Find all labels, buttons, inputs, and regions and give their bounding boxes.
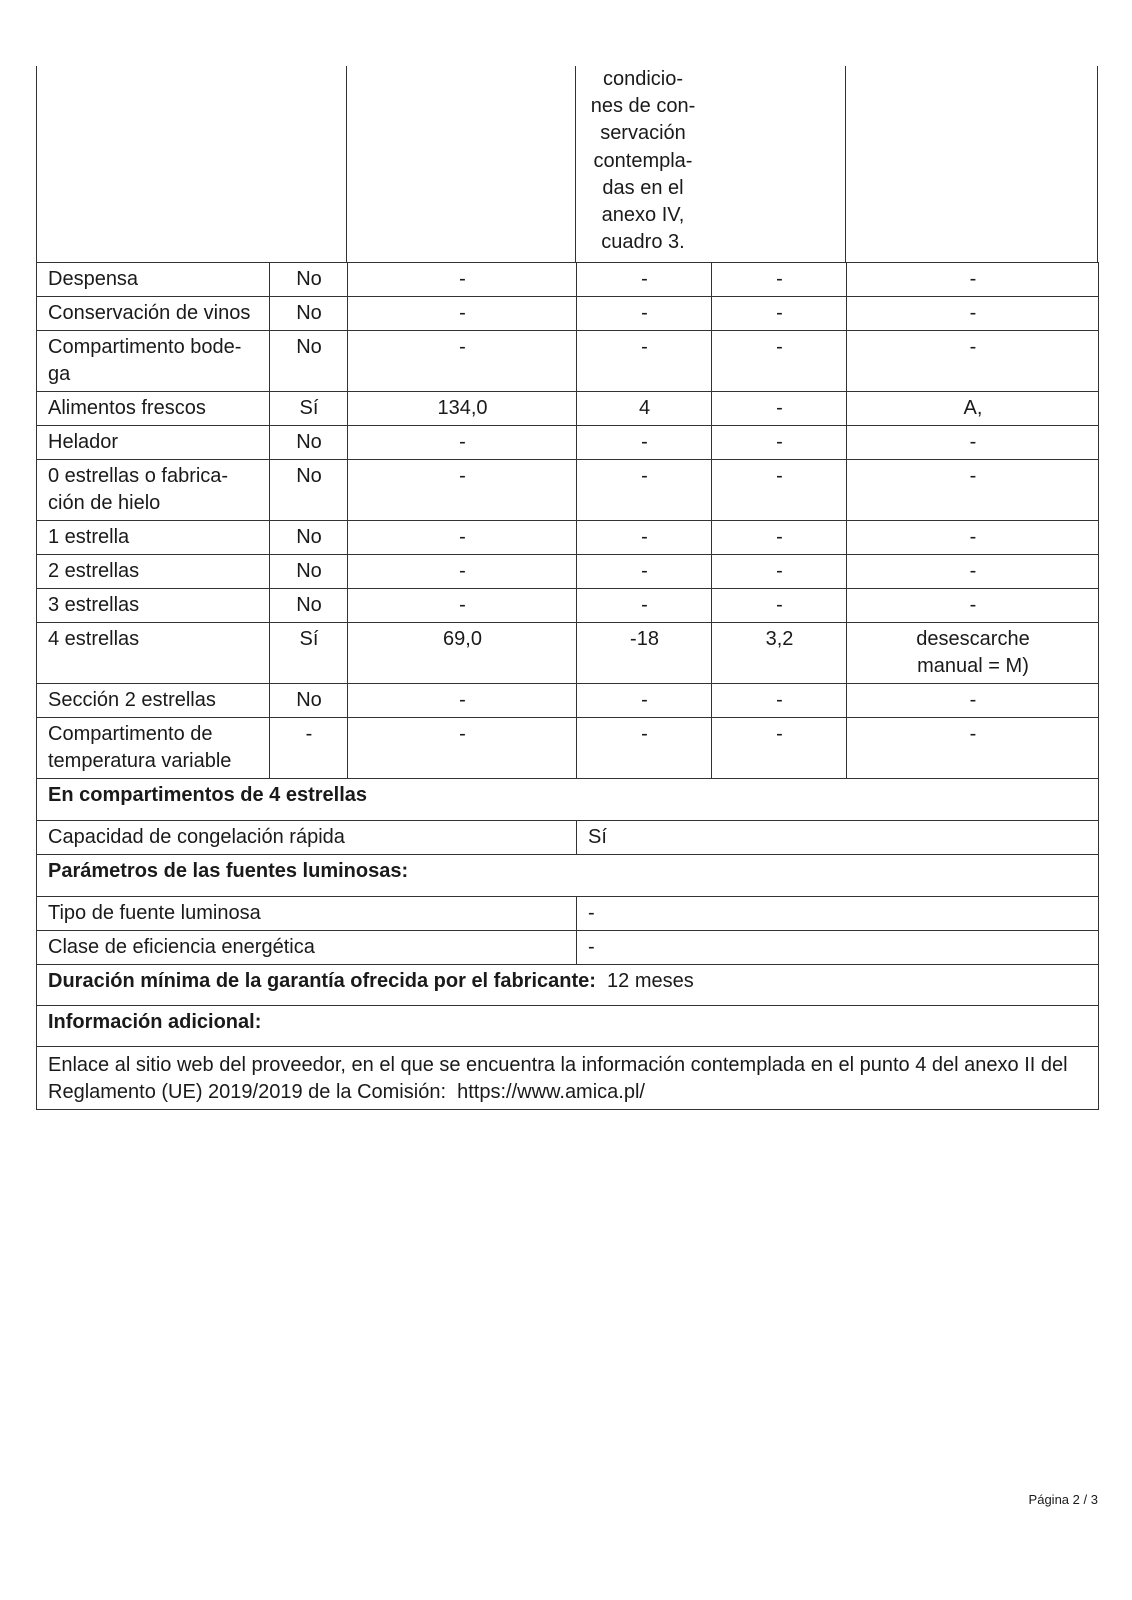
compartment-name: 3 estrellas xyxy=(37,589,270,623)
compartment-present: No xyxy=(270,297,348,331)
table-row xyxy=(37,297,1099,331)
compartment-volume: - xyxy=(348,331,577,392)
light-type-label: Tipo de fuente luminosa xyxy=(37,897,577,931)
compartment-name: Compartimento de temperatura variable xyxy=(37,718,270,779)
compartment-present: Sí xyxy=(270,623,348,684)
compartment-temperature: - xyxy=(577,426,712,460)
table-row xyxy=(37,555,1099,589)
light-heading: Parámetros de las fuentes luminosas: xyxy=(37,855,1099,897)
compartment-defrost: - xyxy=(847,331,1099,392)
compartment-name: Despensa xyxy=(37,263,270,297)
compartment-temperature: - xyxy=(577,555,712,589)
table-row xyxy=(37,821,1099,855)
table-border xyxy=(845,66,846,262)
compartment-energy: - xyxy=(712,521,847,555)
table-border xyxy=(36,66,37,262)
table-row xyxy=(37,897,1099,931)
compartment-energy: - xyxy=(712,331,847,392)
table-row xyxy=(37,779,1099,821)
compartment-energy: - xyxy=(712,684,847,718)
compartment-temperature: - xyxy=(577,589,712,623)
page-number xyxy=(1029,1492,1098,1508)
compartment-present: No xyxy=(270,521,348,555)
table-row xyxy=(37,589,1099,623)
compartment-energy: - xyxy=(712,297,847,331)
table-row xyxy=(37,855,1099,897)
compartment-volume: 69,0 xyxy=(348,623,577,684)
light-class-label: Clase de eficiencia energética xyxy=(37,931,577,965)
compartment-defrost: A, xyxy=(847,392,1099,426)
table-row xyxy=(37,965,1099,1006)
compartment-volume: - xyxy=(348,297,577,331)
compartment-present: No xyxy=(270,426,348,460)
compartment-volume: - xyxy=(348,718,577,779)
compartment-temperature: - xyxy=(577,521,712,555)
compartment-defrost: - xyxy=(847,521,1099,555)
fast-freeze-label: Capacidad de congelación rápida xyxy=(37,821,577,855)
compartment-temperature: - xyxy=(577,684,712,718)
compartment-volume: - xyxy=(348,589,577,623)
compartment-temperature: - xyxy=(577,460,712,521)
light-class-value: - xyxy=(577,931,1099,965)
additional-heading: Información adicional: xyxy=(37,1006,1099,1047)
compartment-present: Sí xyxy=(270,392,348,426)
compartment-name: Alimentos frescos xyxy=(37,392,270,426)
compartment-name: 1 estrella xyxy=(37,521,270,555)
compartment-present: No xyxy=(270,589,348,623)
compartment-defrost: desescarche manual = M) xyxy=(847,623,1099,684)
compartment-temperature: 4 xyxy=(577,392,712,426)
compartment-energy: 3,2 xyxy=(712,623,847,684)
compartment-defrost: - xyxy=(847,684,1099,718)
compartment-name: Conservación de vinos xyxy=(37,297,270,331)
compartment-volume: - xyxy=(348,555,577,589)
compartment-temperature: -18 xyxy=(577,623,712,684)
continuation-line: servación xyxy=(600,122,686,145)
compartment-defrost: - xyxy=(847,589,1099,623)
compartment-table xyxy=(36,262,1099,1110)
table-row xyxy=(37,1047,1099,1110)
compartment-present: No xyxy=(270,460,348,521)
continuation-line: condicio- xyxy=(602,68,684,90)
compartment-volume: - xyxy=(348,521,577,555)
compartment-energy: - xyxy=(712,392,847,426)
compartment-present: - xyxy=(270,718,348,779)
table-row xyxy=(37,426,1099,460)
continuation-line: cuadro 3. xyxy=(601,231,685,254)
compartment-name: Helador xyxy=(37,426,270,460)
compartment-defrost: - xyxy=(847,555,1099,589)
compartment-temperature: - xyxy=(577,263,712,297)
compartment-defrost: - xyxy=(847,718,1099,779)
compartment-energy: - xyxy=(712,718,847,779)
compartment-energy: - xyxy=(712,555,847,589)
compartment-volume: - xyxy=(348,684,577,718)
compartment-name: Sección 2 estrellas xyxy=(37,684,270,718)
compartment-name: Compartimento bode- ga xyxy=(37,331,270,392)
warranty-cell xyxy=(37,965,1099,1006)
compartment-present: No xyxy=(270,331,348,392)
continuation-line: anexo IV, xyxy=(601,204,685,227)
summary-rows xyxy=(37,779,1099,1110)
additional-info-cell xyxy=(37,1047,1099,1110)
compartment-temperature: - xyxy=(577,297,712,331)
supplier-url[interactable]: https://www.amica.pl/ xyxy=(457,1081,645,1103)
compartment-volume: - xyxy=(348,460,577,521)
table-row xyxy=(37,263,1099,297)
compartment-name: 0 estrellas o fabrica- ción de hielo xyxy=(37,460,270,521)
continuation-line: contempla- xyxy=(593,149,693,172)
compartment-defrost: - xyxy=(847,460,1099,521)
compartment-energy: - xyxy=(712,589,847,623)
fast-freeze-value: Sí xyxy=(577,821,1099,855)
compartment-defrost: - xyxy=(847,426,1099,460)
compartment-present: No xyxy=(270,263,348,297)
table-row xyxy=(37,1006,1099,1047)
table-continuation xyxy=(36,66,1098,262)
page-label: Página xyxy=(1028,1492,1070,1507)
table-row xyxy=(37,718,1099,779)
light-type-value: - xyxy=(577,897,1099,931)
table-row xyxy=(37,684,1099,718)
compartment-temperature: - xyxy=(577,718,712,779)
table-row xyxy=(37,623,1099,684)
warranty-value: 12 meses xyxy=(607,970,694,992)
table-row xyxy=(37,331,1099,392)
compartment-volume: - xyxy=(348,263,577,297)
continuation-text xyxy=(576,66,710,256)
compartment-rows xyxy=(37,263,1099,779)
compartment-volume: 134,0 xyxy=(348,392,577,426)
compartment-defrost: - xyxy=(847,263,1099,297)
table-row xyxy=(37,931,1099,965)
compartment-energy: - xyxy=(712,460,847,521)
compartment-present: No xyxy=(270,555,348,589)
table-row xyxy=(37,521,1099,555)
compartment-defrost: - xyxy=(847,297,1099,331)
compartment-name: 2 estrellas xyxy=(37,555,270,589)
additional-text: Enlace al sitio web del proveedor, en el que se encuentra la información contemplada en el punto 4 del anexo II del Reglamento (UE) 2019/2019 de la Comisión: xyxy=(48,1054,1068,1103)
warranty-label: Duración mínima de la garantía ofrecida por el fabricante: xyxy=(48,970,596,992)
table-border xyxy=(346,66,347,262)
page-total: 3 xyxy=(1090,1492,1098,1507)
page-current: 2 xyxy=(1072,1492,1080,1507)
compartment-name: 4 estrellas xyxy=(37,623,270,684)
page-separator: / xyxy=(1083,1492,1088,1507)
compartment-volume: - xyxy=(348,426,577,460)
table-border xyxy=(1097,66,1098,262)
four-star-heading: En compartimentos de 4 estrellas xyxy=(37,779,1099,821)
compartment-temperature: - xyxy=(577,331,712,392)
table-row xyxy=(37,460,1099,521)
table-row xyxy=(37,392,1099,426)
compartment-energy: - xyxy=(712,426,847,460)
continuation-line: nes de con- xyxy=(590,95,696,118)
compartment-energy: - xyxy=(712,263,847,297)
continuation-line: das en el xyxy=(602,176,684,199)
compartment-present: No xyxy=(270,684,348,718)
